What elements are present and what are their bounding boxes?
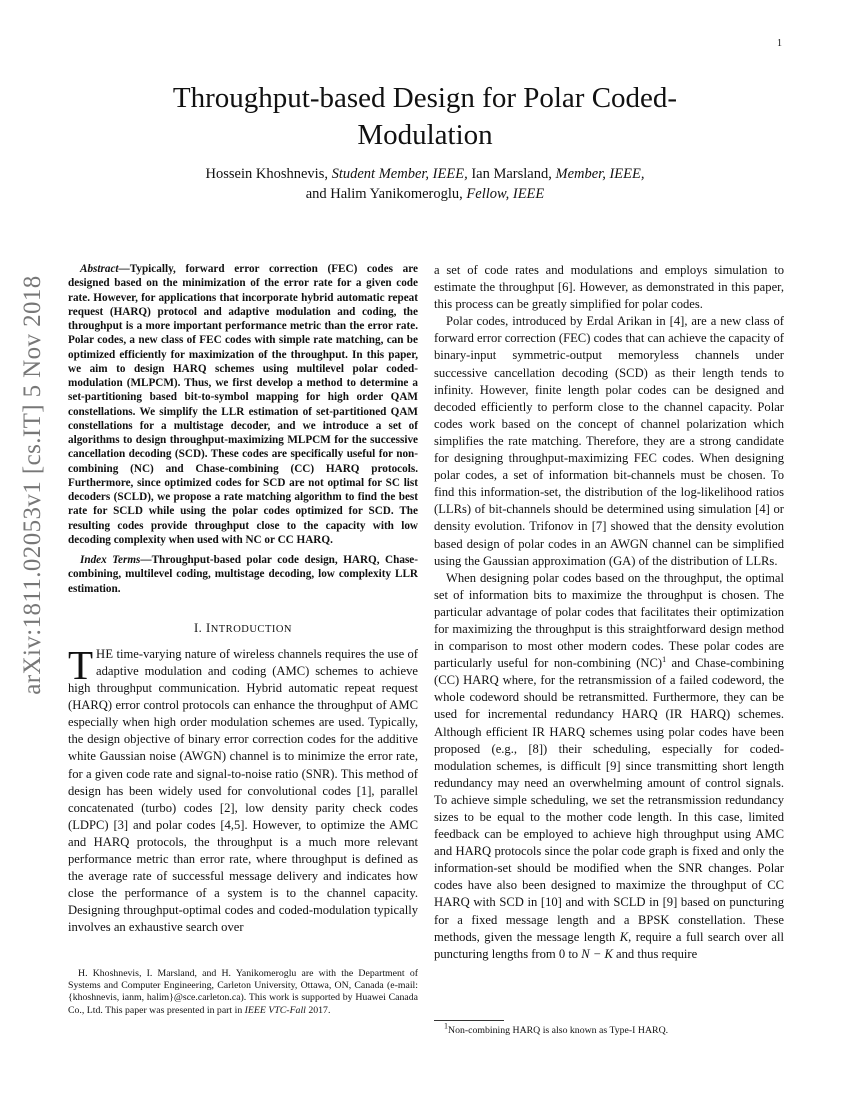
author-2-name: Ian Marsland, [467,166,556,182]
author-1-name: Hossein Khoshnevis, [205,166,332,182]
abstract-text: —Typically, forward error correction (FEC) codes are designed based on the minimization of the error rate for a given code rate. However, for applications that incorporate hybrid automatic repeat request (HARQ) protocol and adaptive modulation and coding, the throughput is a more important performance metric than the error rate. Polar codes, a new class of FEC codes with simple rate matching, can be optimized efficiently for maximization of the throughput. In this paper, we aim to design HARQ schemes using multilevel polar coded-modulation (MLPCM). Thus, we first develop a method to determine a set-partitioning based bit-to-symbol mapping for high order QAM constellations. We simplify the LLR estimation of set-partitioned QAM constellations for a multistage decoder, and we introduce a set of algorithms to design throughput-maximizing MLPCM for the successive cancellation decoding (SCD). These codes are specifically useful for non-combining (NC) and Chase-combining (CC) HARQ protocols. Furthermore, since optimized codes for SCD are not optimal for SC list decoders (SCLD), we propose a rate matching algorithm to find the best rate for SCLD while using the polar codes optimized for SCD. The resulting codes provide throughput close to the capacity with low decoding complexity when used with NC or CC HARQ. [68,263,418,546]
arxiv-identifier [18,275,48,695]
abstract-label: Abstract [80,263,119,275]
right-paragraph-2: Polar codes, introduced by Erdal Arikan in [4], are a new class of forward error correction (FEC) codes that can achieve the capacity of binary-input symmetric-output memoryless channels under successive cancellation decoding (SCD) as their length tends to infinity. However, finite length polar codes can be designed and decoded efficiently to perform close to the channel capacity. Polar codes work based on the concept of channel polarization which simplifies the rate matching. Therefore, they are a strong candidate for designing throughput-maximizing FEC codes. When designing polar codes, a set of information bit-channels must be chosen. To find this information-set, the distribution of the log-likelihood ratios (LLRs) of bit-channels should be determined using simulation [4] or density evolution. Trifonov in [7] showed that the density evolution based design of polar codes in an AWGN channel can be simplified using the Gaussian approximation (GA) of the distribution of LLRs. [434,314,784,568]
affiliation-text: H. Khoshnevis, I. Marsland, and H. Yanikomeroglu are with the Department of Systems and Computer Engineering, Carleton University, Ottawa, ON, Canada (e-mail: {khoshnevis, ianm, halim}@sce.carleton.ca). This work is supported by Huawei Canada Co., Ltd. This paper was presented in part in [68,968,418,1016]
p3-text-a: When designing polar codes based on the throughput, the optimal set of information bits to maximize the throughput is chosen. The particular advantage of polar codes that facilitates their optimization for maximizing the throughput is this straightforward design method in comparison to most other modern codes. These polar codes are particularly useful for non-combining (NC) [434,570,784,671]
author-3-role: Fellow, IEEE [466,186,545,202]
section-title-initial: I [205,620,211,635]
footnote-number: 1 [444,1021,448,1031]
author-1-role: Student Member, IEEE, [331,166,468,182]
abstract [68,262,418,547]
page-number: 1 [777,38,782,49]
math-N-minus-K: N − K [581,946,613,961]
arxiv-identifier-text: arXiv:1811.02053v1 [cs.IT] 5 Nov 2018 [19,275,46,695]
author-list [115,164,735,204]
intro-first-word: HE [96,646,114,661]
left-column [68,262,418,936]
p3-text-d: and thus require [612,946,698,961]
index-terms-label: Index Terms [80,554,141,566]
p3-text-c: , require a full search over all puncturing lengths from 0 to [434,929,784,961]
venue-name: IEEE VTC-Fall [244,1004,306,1016]
index-terms-text: —Throughput-based polar code design, HARQ, Chase-combining, multilevel coding, multistage decoding, low complexity LLR estimation. [68,554,418,595]
right-paragraph-3 [434,570,784,963]
affiliation-end: 2017. [305,1004,331,1016]
right-column [434,262,784,963]
intro-text: time-varying nature of wireless channels requires the use of adaptive modulation and coding (AMC) schemes to achieve high throughput communication. Hybrid automatic repeat request (HARQ) error control protocols can enhance the throughput of AMC especially when high order modulation schemes are used. Typically, the design objective of binary error correction codes for the additive white Gaussian noise (AWGN) channel is to minimize the error rate, for a given code rate and signal-to-noise ratio (SNR). This method of design has been widely used for convolutional codes [1], parallel concatenated (turbo) codes [2], low density parity check codes (LDPC) [3] and polar codes [4,5]. However, to optimize the AMC and HARQ protocols, the throughput is a much more relevant performance metric than error rate, where throughput is defined as the average rate of successful message delivery and indicates how close the performance of a system is to the channel capacity. Designing throughput-optimal codes and coded-modulation typically involves an exhaustive search over [68,646,418,935]
affiliation-footnote [68,968,418,1017]
harq-footnote-text: Non-combining HARQ is also known as Type-I HARQ. [448,1025,669,1036]
paper-title: Throughput-based Design for Polar Coded-Modulation [172,82,678,151]
section-title-rest: NTRODUCTION [210,623,293,635]
intro-paragraph-1 [68,641,418,937]
harq-footnote [434,1021,784,1037]
p3-text-b: and Chase-combining (CC) HARQ where, for the retransmission of a failed codeword, the whole codeword should be retransmitted. Furthermore, they can be used for incremental redundancy HARQ (IR HARQ) schemes. Although efficient IR HARQ schemes using polar codes have been proposed (e.g., [8]) their scheduling, especially for coded-modulation schemes, is difficult [9] since transmitting short length redundancy may need an overwhelming amount of control signals. To achieve simple scheduling, we set the retransmission redundancy sizes to be equal to the mother code length. In this case, limited feedback can be employed to achieve high throughput using AMC and HARQ protocols since the polar code graph is fixed and only the information-set should be modified when the SNR changes. Polar codes have also been designed to maximize the throughput of CC HARQ with SCD in [10] and with SCLD in [9] based on puncturing for a fixed message length and a BPSK constellation. These methods, given the message length [434,656,784,944]
right-paragraph-1: a set of code rates and modulations and employs simulation to estimate the throughput [6]. However, as demonstrated in this paper, this process can be greatly simplified for polar codes. [434,263,784,312]
footnote-marker: 1 [662,654,667,664]
author-2-role: Member, IEEE, [555,166,645,182]
drop-cap: T [68,641,94,688]
section-heading-introduction [68,620,418,638]
math-K: K [619,929,629,944]
section-number: I. [193,620,206,635]
index-terms [68,553,418,596]
author-3-name: and Halim Yanikomeroglu, [305,186,467,202]
